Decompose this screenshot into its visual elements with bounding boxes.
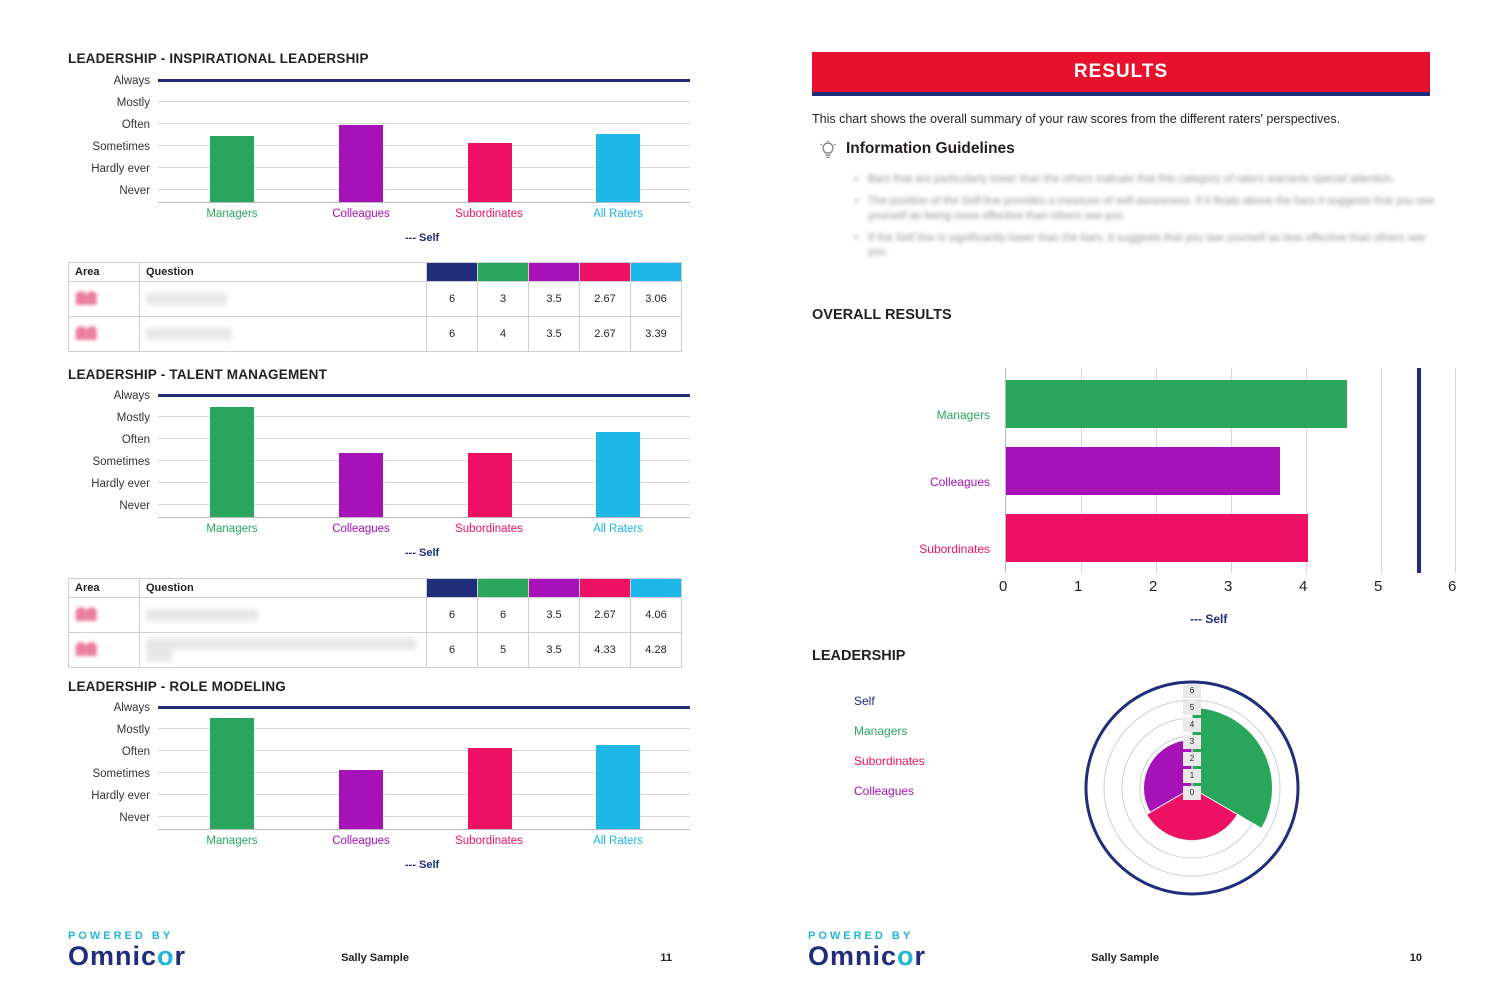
plot-area-1 (158, 70, 690, 203)
list-item: • The position of the Self line provides a measure of self-awareness. If it floats above the bars it suggests that you see yourself as being more effective than others see you. (868, 194, 1443, 224)
radar-tick-0: 0 (1183, 786, 1201, 800)
hbar-managers (1006, 380, 1347, 428)
y-tick-often: Often (121, 434, 150, 446)
xtick-1: 1 (1074, 578, 1083, 595)
legend-managers: Managers (854, 724, 908, 738)
hbar-label-subordinates: Subordinates (919, 542, 990, 556)
powered-by-text: POWERED BY (68, 930, 174, 942)
self-line-2 (158, 394, 690, 397)
swatch-managers (478, 579, 529, 598)
list-item: • If the Self line is significantly lower than the bars, it suggests that you see yourself as less effective than others see you. (868, 231, 1443, 261)
bar-managers (210, 407, 254, 517)
y-tick-hardly-ever: Hardly ever (91, 790, 150, 802)
footer-page-number: 10 (1409, 952, 1422, 964)
bar-chart-role-modeling (0, 697, 700, 871)
list-item: • Bars that are particularly lower than the others indicate that this category of raters warrants special attention. (868, 172, 1443, 187)
cell-self: 6 (427, 282, 478, 317)
question-text (146, 293, 227, 305)
section-prefix-1: LEADERSHIP - (68, 51, 170, 66)
area-icon (75, 326, 105, 340)
section-title-3 (68, 678, 286, 696)
cat-managers: Managers (206, 208, 258, 220)
plot-area-3 (158, 697, 690, 830)
table-row (69, 282, 682, 317)
cell-all-raters: 4.06 (631, 598, 682, 633)
self-legend-1: --- Self (405, 232, 440, 244)
cell-all-raters: 3.06 (631, 282, 682, 317)
y-tick-often: Often (121, 746, 150, 758)
cell-self: 6 (427, 598, 478, 633)
bar-subordinates (468, 143, 512, 202)
cell-self: 6 (427, 317, 478, 352)
cat-subordinates: Subordinates (455, 208, 523, 220)
overall-x-ticks (999, 578, 1457, 598)
bar-colleagues (339, 125, 383, 202)
legend-colleagues: Colleagues (854, 784, 915, 798)
legend-subordinates: Subordinates (854, 754, 925, 768)
leadership-radar-chart (1084, 680, 1300, 896)
footer-name: Sally Sample (1091, 952, 1159, 964)
y-axis-labels-2 (0, 385, 150, 517)
cell-managers: 5 (478, 633, 529, 668)
swatch-subordinates (580, 263, 631, 282)
radar-tick-1: 1 (1183, 769, 1201, 783)
cell-all-raters: 4.28 (631, 633, 682, 668)
cell-colleagues: 3.5 (529, 598, 580, 633)
cell-colleagues: 3.5 (529, 282, 580, 317)
section-name-2: TALENT MANAGEMENT (169, 367, 328, 382)
y-tick-always: Always (113, 390, 150, 402)
table-row (69, 598, 682, 633)
hbar-label-managers: Managers (936, 408, 990, 422)
cat-managers: Managers (206, 523, 258, 535)
legend-self: Self (854, 694, 875, 708)
omnicor-wordmark: Omnicor (808, 941, 927, 971)
y-tick-always: Always (113, 702, 150, 714)
cat-subordinates: Subordinates (455, 835, 523, 847)
omnicor-wordmark: Omnicor (68, 941, 187, 971)
xtick-6: 6 (1448, 578, 1457, 595)
th-area: Area (69, 579, 140, 598)
lightbulb-icon (818, 140, 838, 162)
radar-tick-6: 6 (1183, 684, 1201, 698)
swatch-managers (478, 263, 529, 282)
cell-subordinates: 2.67 (580, 598, 631, 633)
y-tick-sometimes: Sometimes (92, 141, 150, 153)
y-tick-hardly-ever: Hardly ever (91, 163, 150, 175)
self-legend-2: --- Self (405, 547, 440, 559)
right-page (750, 0, 1500, 1000)
swatch-self (427, 263, 478, 282)
bar-all-raters (596, 745, 640, 829)
cell-all-raters: 3.39 (631, 317, 682, 352)
question-table-1 (68, 262, 682, 352)
gridline (158, 123, 690, 124)
y-tick-mostly: Mostly (116, 412, 150, 424)
cell-subordinates: 2.67 (580, 317, 631, 352)
radar-tick-4: 4 (1183, 718, 1201, 732)
y-tick-hardly-ever: Hardly ever (91, 478, 150, 490)
radar-legend (854, 694, 925, 814)
self-line-overall (1417, 368, 1421, 573)
xtick-4: 4 (1299, 578, 1308, 595)
leadership-title: LEADERSHIP (812, 648, 906, 664)
section-title-2 (68, 366, 327, 384)
swatch-self (427, 579, 478, 598)
y-tick-mostly: Mostly (116, 724, 150, 736)
cell-self: 6 (427, 633, 478, 668)
section-name-1: INSPIRATIONAL LEADERSHIP (169, 51, 369, 66)
xtick-3: 3 (1224, 578, 1233, 595)
y-tick-never: Never (119, 812, 150, 824)
question-text (146, 328, 232, 340)
hbar-label-colleagues: Colleagues (929, 475, 990, 489)
cell-subordinates: 4.33 (580, 633, 631, 668)
overall-results-title: OVERALL RESULTS (812, 307, 952, 323)
cat-all-raters: All Raters (593, 835, 643, 847)
right-footer (750, 930, 1500, 974)
radar-tick-5: 5 (1183, 701, 1201, 715)
y-axis-labels-1 (0, 70, 150, 202)
swatch-subordinates (580, 579, 631, 598)
y-tick-sometimes: Sometimes (92, 768, 150, 780)
bar-subordinates (468, 748, 512, 829)
area-icon (75, 607, 105, 621)
section-name-3: ROLE MODELING (169, 679, 286, 694)
swatch-colleagues (529, 263, 580, 282)
xtick-5: 5 (1374, 578, 1383, 595)
cat-colleagues: Colleagues (332, 208, 390, 220)
table-row (69, 633, 682, 668)
bar-managers (210, 718, 254, 829)
information-guidelines-heading: Information Guidelines (846, 140, 1015, 157)
th-question: Question (140, 263, 427, 282)
question-text (146, 638, 416, 662)
radar-tick-3: 3 (1183, 735, 1201, 749)
cell-subordinates: 2.67 (580, 282, 631, 317)
question-text (146, 609, 258, 621)
powered-by-logo-left (68, 930, 186, 970)
y-tick-often: Often (121, 119, 150, 131)
footer-name: Sally Sample (341, 952, 409, 964)
x-axis-categories-2 (158, 523, 690, 539)
self-legend-3: --- Self (405, 859, 440, 871)
plot-area-2 (158, 385, 690, 518)
bar-colleagues (339, 770, 383, 829)
bar-chart-talent-management (0, 385, 700, 559)
x-axis-categories-3 (158, 835, 690, 851)
cat-colleagues: Colleagues (332, 835, 390, 847)
self-line-3 (158, 706, 690, 709)
overall-plot-area (1005, 368, 1456, 573)
y-tick-never: Never (119, 500, 150, 512)
results-header: RESULTS (812, 52, 1430, 96)
overall-results-chart (840, 368, 1460, 626)
section-title-1 (68, 50, 369, 68)
self-line-1 (158, 79, 690, 82)
bar-all-raters (596, 134, 640, 202)
footer-page-number: 11 (660, 952, 672, 964)
cat-subordinates: Subordinates (455, 523, 523, 535)
bar-chart-inspirational-leadership (0, 70, 700, 244)
powered-by-text: POWERED BY (808, 930, 914, 942)
cell-managers: 3 (478, 282, 529, 317)
cat-all-raters: All Raters (593, 523, 643, 535)
gridline (158, 101, 690, 102)
question-table-2 (68, 578, 682, 668)
left-footer (0, 930, 750, 974)
powered-by-logo-right (808, 930, 926, 970)
hbar-subordinates (1006, 514, 1308, 562)
cell-colleagues: 3.5 (529, 317, 580, 352)
guidelines-list (850, 172, 1443, 267)
gridline (1381, 368, 1382, 573)
y-tick-always: Always (113, 75, 150, 87)
intro-text: This chart shows the overall summary of your raw scores from the different raters' perspectives. (812, 112, 1341, 126)
cat-all-raters: All Raters (593, 208, 643, 220)
y-tick-sometimes: Sometimes (92, 456, 150, 468)
y-tick-never: Never (119, 185, 150, 197)
radar-tick-2: 2 (1183, 752, 1201, 766)
x-axis-categories-1 (158, 208, 690, 224)
cell-colleagues: 3.5 (529, 633, 580, 668)
swatch-all-raters (631, 579, 682, 598)
gridline (1455, 368, 1456, 573)
swatch-colleagues (529, 579, 580, 598)
section-prefix-3: LEADERSHIP - (68, 679, 170, 694)
bar-colleagues (339, 453, 383, 517)
hbar-colleagues (1006, 447, 1280, 495)
bar-managers (210, 136, 254, 202)
xtick-2: 2 (1149, 578, 1158, 595)
bar-subordinates (468, 453, 512, 517)
cell-managers: 4 (478, 317, 529, 352)
radar-scale-labels (1183, 684, 1201, 800)
y-tick-mostly: Mostly (116, 97, 150, 109)
table-row (69, 317, 682, 352)
cat-colleagues: Colleagues (332, 523, 390, 535)
th-question: Question (140, 579, 427, 598)
swatch-all-raters (631, 263, 682, 282)
bar-all-raters (596, 432, 640, 517)
xtick-0: 0 (999, 578, 1008, 595)
th-area: Area (69, 263, 140, 282)
y-axis-labels-3 (0, 697, 150, 829)
cell-managers: 6 (478, 598, 529, 633)
section-prefix-2: LEADERSHIP - (68, 367, 170, 382)
area-icon (75, 642, 105, 656)
area-icon (75, 291, 105, 305)
cat-managers: Managers (206, 835, 258, 847)
self-legend-overall: --- Self (1190, 612, 1228, 626)
